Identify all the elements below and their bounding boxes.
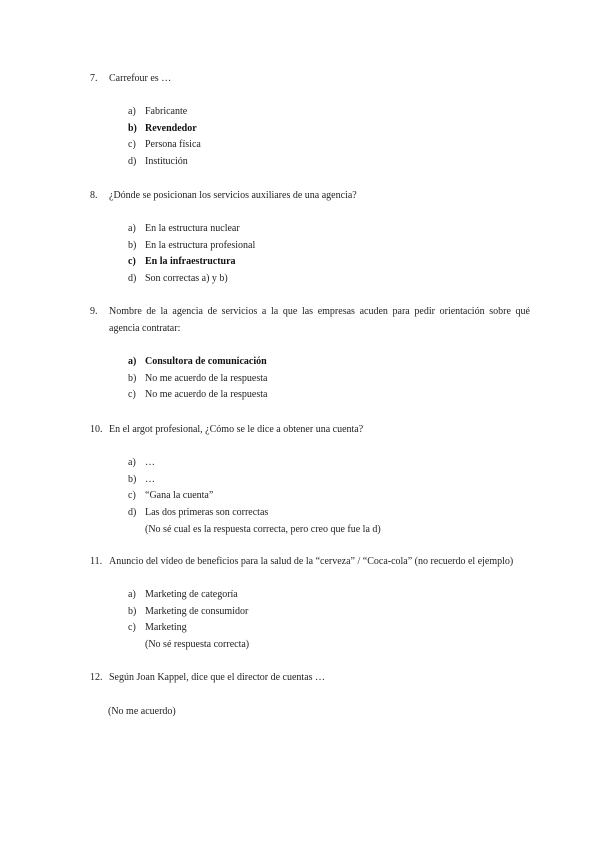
option-a [128,455,530,472]
option-letter: c) [128,139,136,151]
option-letter: b) [128,372,137,384]
option-letter: a) [128,356,137,367]
option-text: Persona física [145,139,201,151]
option-b [128,238,530,255]
answer-note: (No me acuerdo) [108,706,176,717]
option-text: … [145,457,155,468]
option-text: “Gana la cuenta” [145,490,214,502]
option-letter: d) [128,273,137,285]
question-12 [90,669,530,720]
question-text-continued: agencia contratar: [109,323,181,334]
option-text: Las dos primeras son correctas [145,507,269,519]
question-11 [90,553,530,654]
option-text: No me acuerdo de la respuesta [145,372,268,384]
option-d [128,505,530,522]
question-text: ¿Dónde se posicionan los servicios auxiliares de una agencia? [109,190,357,201]
option-letter: b) [128,122,137,134]
options-list [90,354,530,404]
option-b [128,604,530,621]
option-letter: a) [128,457,136,468]
options-list [90,455,530,539]
option-letter: a) [128,589,136,600]
option-a-correct [128,354,530,371]
option-letter: b) [128,605,137,617]
option-text: Marketing [145,622,187,634]
question-10 [90,421,530,539]
question-number: 7. [90,73,98,84]
option-text: Consultora de comunicación [145,356,267,367]
option-letter: c) [128,490,136,502]
option-text: Fabricante [145,106,188,117]
option-letter: d) [128,156,137,168]
option-letter: c) [128,256,136,268]
question-number: 11. [90,556,103,567]
option-text: No me acuerdo de la respuesta [145,389,268,401]
options-list [90,587,530,654]
question-text: En el argot profesional, ¿Cómo se le dice a obtener una cuenta? [109,424,364,435]
option-text: En la infraestructura [145,256,236,268]
option-c [128,387,530,404]
option-b [128,371,530,388]
question-number: 12. [90,672,103,683]
option-letter: b) [128,473,137,485]
option-text: Revendedor [145,122,197,134]
option-d [128,154,530,171]
question-7 [90,70,530,171]
option-text: Marketing de consumidor [145,605,249,617]
question-9 [90,303,530,404]
option-c [128,620,530,637]
option-text: Marketing de categoría [145,589,238,600]
option-c [128,137,530,154]
option-text: Institución [145,156,188,168]
option-letter: b) [128,239,137,251]
question-text: Carrefour es … [109,73,172,84]
question-text: Nombre de la agencia de servicios a la que las empresas acuden para pedir orientación sobre qué [109,306,530,317]
question-8 [90,187,530,288]
option-letter: c) [128,622,136,634]
question-number: 9. [90,306,98,317]
answer-note: (No sé cual es la respuesta correcta, pero creo que fue la d) [145,523,381,535]
option-b [128,472,530,489]
option-letter: d) [128,507,137,519]
option-a [128,221,530,238]
options-list [90,221,530,288]
question-text: Según Joan Kappel, dice que el director de cuentas … [109,672,326,683]
option-letter: a) [128,106,136,117]
option-c [128,488,530,505]
option-text: En la estructura nuclear [145,223,240,234]
option-a [128,104,530,121]
option-c-correct [128,254,530,271]
question-number: 10. [90,424,103,435]
option-text: En la estructura profesional [145,239,256,251]
options-list [90,104,530,171]
option-letter: c) [128,389,136,401]
option-a [128,587,530,604]
question-number: 8. [90,190,98,201]
answer-note: (No sé respuesta correcta) [145,639,250,651]
option-b-correct [128,121,530,138]
question-text: Anuncio del vídeo de beneficios para la salud de la “cerveza” / “Coca-cola” (no recuerdo el ejemplo) [109,556,514,567]
option-letter: a) [128,223,136,234]
option-text: … [145,473,155,485]
option-text: Son correctas a) y b) [145,273,228,285]
option-d [128,271,530,288]
